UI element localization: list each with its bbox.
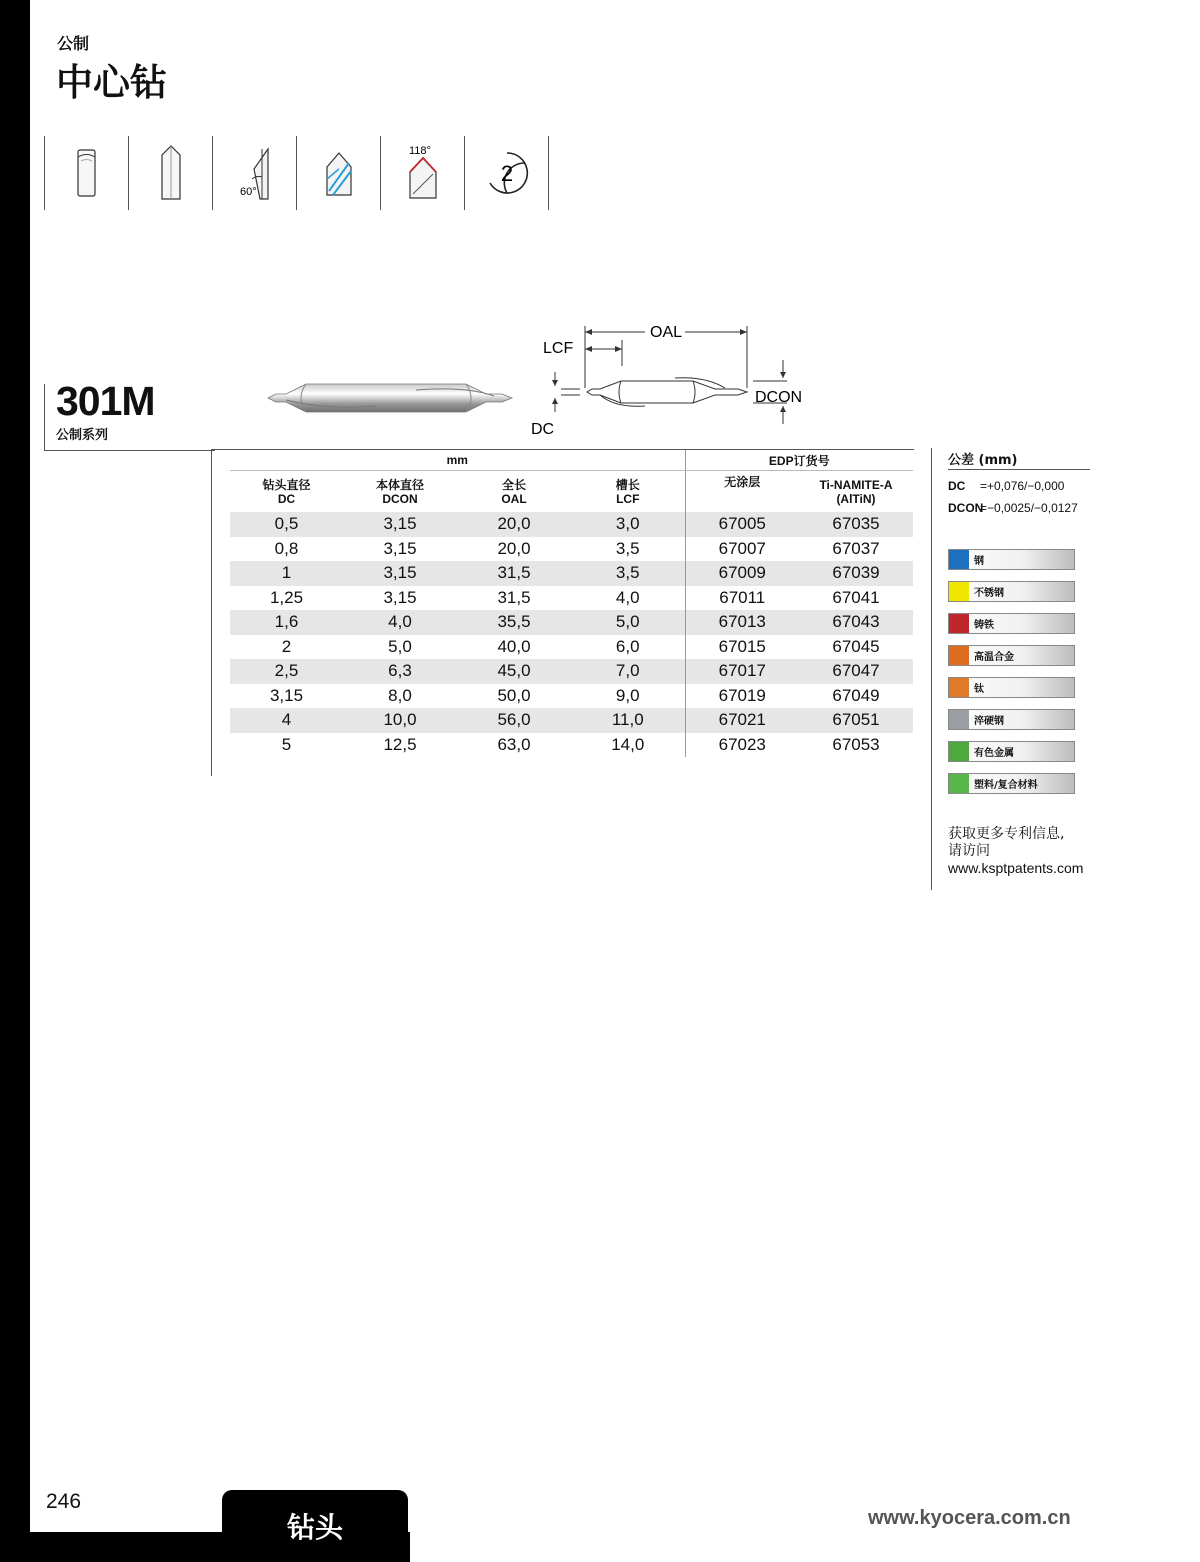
left-margin-bar xyxy=(0,0,30,1562)
diagram-lcf-label: LCF xyxy=(543,340,574,357)
table-cell: 40,0 xyxy=(497,636,531,656)
table-cell: 67049 xyxy=(832,685,880,705)
table-row xyxy=(230,561,913,586)
60-degree-angle-icon xyxy=(212,136,296,210)
table-cell: 31,5 xyxy=(457,561,571,586)
table-cell: 31,5 xyxy=(497,587,531,607)
table-cell: 67043 xyxy=(799,610,913,635)
table-cell: 67017 xyxy=(685,659,799,684)
material-item xyxy=(948,773,1075,794)
flute-count-value: 2 xyxy=(500,161,513,186)
table-cell: 67047 xyxy=(799,659,913,684)
tolerance-title: 公差 (mm) xyxy=(948,453,1018,468)
table-cell: 5 xyxy=(281,734,292,754)
material-item xyxy=(948,741,1075,762)
material-item xyxy=(948,549,1075,570)
table-row xyxy=(230,684,913,709)
material-swatch xyxy=(949,742,969,761)
sidebar-rule xyxy=(931,448,932,890)
table-cell: 3,0 xyxy=(571,512,685,537)
section-tab: 钻头 xyxy=(222,1490,408,1562)
tolerance-dc: DC =+0,076/−0,000 xyxy=(948,479,1065,493)
angle-60-label: 60° xyxy=(239,186,257,198)
table-cell: 6,3 xyxy=(343,659,457,684)
column-header-oal: 全长 OAL xyxy=(501,477,527,506)
material-swatch xyxy=(949,550,969,569)
diagram-oal-label: OAL xyxy=(650,324,683,341)
table-cell: 67039 xyxy=(799,561,913,586)
table-row xyxy=(230,512,913,537)
table-cell: 3,15 xyxy=(383,587,417,607)
column-header-tinamite: Ti-NAMITE-A (AlTiN) xyxy=(819,477,893,506)
material-swatch xyxy=(949,646,969,665)
table-cell: 0,5 xyxy=(230,512,343,537)
table-cell: 4,0 xyxy=(343,610,457,635)
column-header-dcon: 本体直径 DCON xyxy=(375,477,424,506)
group-header-edp: EDP订货号 xyxy=(685,450,913,471)
spec-table xyxy=(230,450,913,757)
table-cell: 5,0 xyxy=(571,610,685,635)
table-cell: 67019 xyxy=(685,684,799,709)
material-swatch xyxy=(949,582,969,601)
table-cell: 67007 xyxy=(685,537,799,562)
table-cell: 11,0 xyxy=(571,708,685,733)
material-label: 钛 xyxy=(974,684,984,695)
group-header-mm: mm xyxy=(230,450,685,471)
material-swatch xyxy=(949,614,969,633)
table-cell: 3,5 xyxy=(571,561,685,586)
table-row xyxy=(230,635,913,660)
diagram-dc-label: DC xyxy=(531,421,555,438)
material-label: 塑料/复合材料 xyxy=(974,780,1038,791)
table-cell: 3,5 xyxy=(615,538,640,558)
table-cell: 67009 xyxy=(685,561,799,586)
table-cell: 8,0 xyxy=(388,685,412,705)
material-item xyxy=(948,613,1075,634)
material-item xyxy=(948,645,1075,666)
material-label: 有色金属 xyxy=(974,748,1014,759)
column-header-lcf: 槽长 LCF xyxy=(615,477,640,506)
footer-website[interactable]: www.kyocera.com.cn xyxy=(868,1507,1071,1529)
table-left-rule xyxy=(211,450,212,776)
table-cell: 35,5 xyxy=(457,610,571,635)
table-cell: 67013 xyxy=(685,610,799,635)
table-cell: 45,0 xyxy=(457,659,571,684)
material-item xyxy=(948,581,1075,602)
angle-118-label: 118° xyxy=(408,145,431,157)
page-number: 246 xyxy=(46,1490,82,1513)
table-row xyxy=(230,610,913,635)
table-cell: 20,0 xyxy=(497,538,531,558)
diagram-dcon-label: DCON xyxy=(755,389,803,406)
table-cell: 67015 xyxy=(685,635,799,660)
table-cell: 5,0 xyxy=(388,636,412,656)
table-row xyxy=(230,708,913,733)
material-item xyxy=(948,677,1075,698)
dimension-diagram xyxy=(525,318,825,443)
material-label: 淬硬钢 xyxy=(974,716,1004,727)
table-row xyxy=(230,586,913,611)
table-cell: 3,15 xyxy=(383,538,417,558)
table-row xyxy=(230,733,913,758)
column-header-dc: 钻头直径 DC xyxy=(262,477,311,506)
118-degree-point-icon xyxy=(380,136,464,210)
material-label: 铸铁 xyxy=(974,620,994,631)
series-name: 公制系列 xyxy=(56,428,109,443)
table-cell: 67023 xyxy=(685,733,799,758)
table-cell: 67053 xyxy=(832,734,880,754)
table-cell: 63,0 xyxy=(497,734,531,754)
table-cell: 67035 xyxy=(799,512,913,537)
helix-flute-icon xyxy=(296,136,380,210)
table-row xyxy=(230,659,913,684)
straight-shank-icon xyxy=(44,136,128,210)
table-cell: 1,6 xyxy=(230,610,343,635)
material-label: 高温合金 xyxy=(974,652,1014,663)
table-cell: 20,0 xyxy=(457,512,571,537)
table-cell: 1 xyxy=(230,561,343,586)
icon-row-end-divider xyxy=(548,136,549,210)
table-cell: 2 xyxy=(281,636,292,656)
tolerance-title-rule xyxy=(948,469,1090,470)
feature-icon-row xyxy=(44,136,549,210)
center-drill-image xyxy=(266,376,514,420)
table-cell: 1,25 xyxy=(269,587,304,607)
material-label: 不锈钢 xyxy=(974,588,1004,599)
table-cell: 67005 xyxy=(685,512,799,537)
table-cell: 14,0 xyxy=(611,734,645,754)
patent-link[interactable]: www.ksptpatents.com xyxy=(948,860,1084,876)
table-cell: 9,0 xyxy=(615,685,640,705)
material-swatch xyxy=(949,774,969,793)
table-cell: 10,0 xyxy=(343,708,457,733)
series-code: 301M xyxy=(56,378,155,424)
table-cell: 67021 xyxy=(685,708,799,733)
tolerance-dcon: DCON=−0,0025/−0,0127 xyxy=(948,501,1078,515)
table-cell: 56,0 xyxy=(457,708,571,733)
table-cell: 67041 xyxy=(832,587,880,607)
table-cell: 12,5 xyxy=(383,734,417,754)
table-cell: 50,0 xyxy=(497,685,531,705)
table-cell: 3,15 xyxy=(343,561,457,586)
table-row xyxy=(230,537,913,562)
table-cell: 67011 xyxy=(685,586,799,611)
material-item xyxy=(948,709,1075,730)
table-cell: 67037 xyxy=(832,538,880,558)
flute-count-icon xyxy=(464,136,548,210)
category-label: 公制 xyxy=(57,34,90,53)
table-cell: 3,15 xyxy=(269,685,304,705)
table-cell: 4,0 xyxy=(615,587,640,607)
column-header-uncoated: 无涂层 xyxy=(685,471,799,513)
table-cell: 2,5 xyxy=(230,659,343,684)
table-cell: 67045 xyxy=(832,636,880,656)
table-cell: 7,0 xyxy=(571,659,685,684)
table-cell: 0,8 xyxy=(274,538,299,558)
page-title: 中心钻 xyxy=(56,61,167,104)
table-cell: 67051 xyxy=(799,708,913,733)
material-swatch xyxy=(949,678,969,697)
material-label: 钢 xyxy=(974,556,984,567)
table-cell: 6,0 xyxy=(615,636,640,656)
patent-info: 获取更多专利信息, 请访问 www.ksptpatents.com xyxy=(948,826,1108,877)
table-cell: 4 xyxy=(230,708,343,733)
flat-shank-icon xyxy=(128,136,212,210)
table-cell: 3,15 xyxy=(343,512,457,537)
material-swatch xyxy=(949,710,969,729)
